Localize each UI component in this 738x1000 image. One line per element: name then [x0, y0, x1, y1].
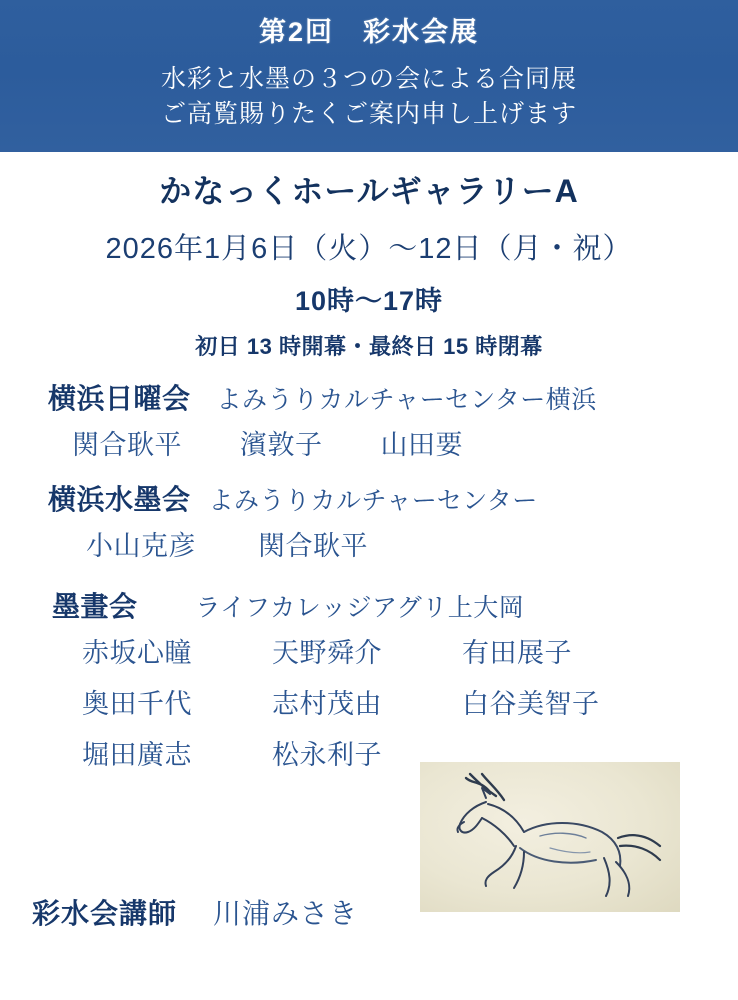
group-name: 横浜水墨会 [48, 484, 191, 515]
member-name: 関合耿平 [258, 531, 368, 561]
group-block [0, 478, 738, 563]
member-name: 濱敦子 [240, 430, 323, 460]
member-name: 小山克彦 [86, 531, 196, 561]
horse-ink-painting-image [420, 762, 680, 912]
group-member-list [26, 423, 712, 462]
member-name: 天野舜介 [272, 638, 382, 668]
member-name: 有田展子 [462, 638, 572, 668]
group-header [26, 585, 712, 625]
group-organization: よみうりカルチャーセンター横浜 [216, 386, 597, 414]
member-name: 山田要 [380, 430, 463, 460]
instructor-name: 川浦みさき [213, 898, 359, 929]
member-name: 関合耿平 [72, 430, 182, 460]
group-header [26, 478, 712, 518]
member-name: 松永利子 [272, 740, 382, 770]
poster-body [0, 152, 738, 1000]
member-name: 志村茂由 [272, 689, 382, 719]
member-name: 奥田千代 [82, 689, 192, 719]
banner-subtitle-line-1: 水彩と水墨の３つの会による合同展 [160, 64, 577, 93]
group-header [26, 377, 712, 417]
member-name: 白谷美智子 [462, 689, 600, 719]
exhibition-hours: 10時〜17時 [294, 286, 444, 316]
group-name: 横浜日曜会 [48, 383, 191, 414]
venue-name: かなっくホールギャラリーA [159, 173, 579, 209]
member-name: 堀田廣志 [82, 740, 192, 770]
banner-subtitle-line-2: ご高覧賜りたくご案内申し上げます [160, 100, 577, 129]
group-organization: よみうりカルチャーセンター [208, 487, 538, 515]
instructor-label: 彩水会講師 [32, 898, 178, 929]
group-member-list [26, 631, 712, 772]
group-organization: ライフカレッジアグリ上大岡 [195, 594, 525, 622]
horse-icon [420, 762, 680, 912]
group-block [0, 377, 738, 462]
group-member-list [26, 524, 712, 563]
group-name: 墨畫会 [52, 591, 138, 622]
group-block [0, 585, 738, 772]
exhibition-title: 第2回 彩水会展 [258, 17, 480, 47]
opening-closing-note: 初日 13 時開幕・最終日 15 時閉幕 [195, 334, 543, 359]
member-name: 赤坂心瞳 [82, 638, 192, 668]
instructor-credit [32, 892, 358, 932]
exhibition-dates: 2026年1月6日（火）〜12日（月・祝） [105, 233, 633, 265]
header-banner [0, 0, 738, 152]
